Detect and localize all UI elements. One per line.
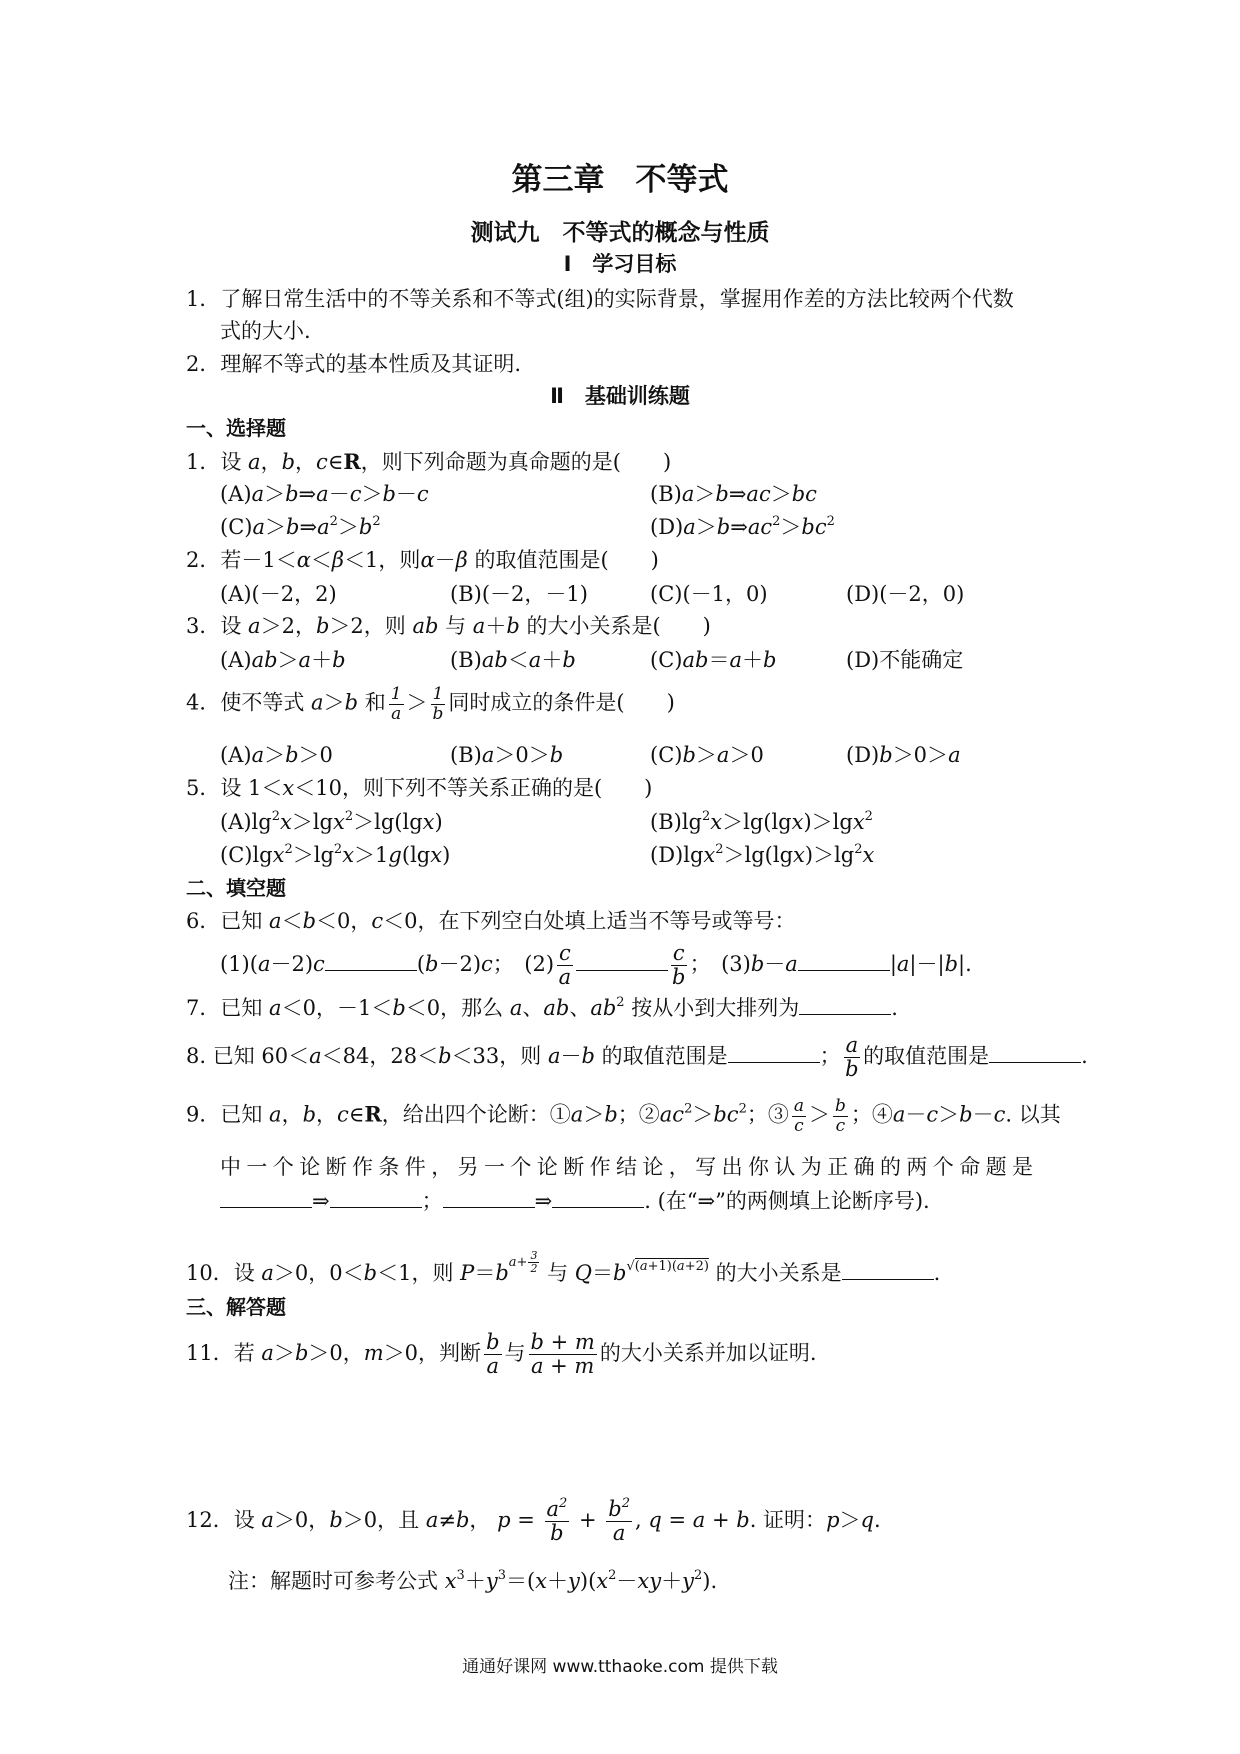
test-title: 测试九 不等式的概念与性质 <box>470 220 770 246</box>
option-3d: (D)不能确定 <box>846 648 964 672</box>
question-9: 9．已知 a，b，c∈R，给出四个论断：①a＞b；$②ac^2>bc^2$；③ $\frac{a}{c}$ ＞ $\frac{b}{c}$ ；④a－c＞b－c. 以其 <box>186 1096 1061 1136</box>
option-4a: (A)a＞b＞0 <box>220 743 333 767</box>
question-6-items: (1)(a－2)c (b－2)c； (2) $\frac{c}{a}$ $\frac{c}{b}$ ； (3)b－a |a|－|b|. <box>220 941 972 990</box>
section-title-objectives: Ⅰ 学习目标 <box>563 252 677 276</box>
answer-blank[interactable] <box>330 1189 422 1208</box>
answer-blank[interactable] <box>799 996 891 1015</box>
objective-1: 1．了解日常生活中的不等关系和不等式(组)的实际背景，掌握用作差的方法比较两个代数 <box>186 287 1014 311</box>
answer-blank[interactable] <box>443 1189 535 1208</box>
question-6: 6．已知 a＜b＜0，c＜0，在下列空白处填上适当不等号或等号： <box>186 909 796 933</box>
section-title-training: Ⅱ 基础训练题 <box>550 384 690 408</box>
option-3c: (C)ab＝a＋b <box>650 648 777 672</box>
answer-blank[interactable] <box>728 1044 820 1063</box>
question-2: 2．若－1＜α＜β＜1，则α－β 的取值范围是( ) <box>186 548 659 572</box>
question-9-line-2: 中一个论断作条件，另一个论断作结论，写出你认为正确的两个命题是 <box>220 1155 1039 1179</box>
option-5b: $(B)\lg^2x>\lg(\lg x)>\lg x^2$ <box>650 809 873 834</box>
answer-blank[interactable] <box>325 952 417 971</box>
part-title-choice: 一、选择题 <box>186 416 286 440</box>
chapter-title: 第三章 不等式 <box>511 162 729 198</box>
question-12-note: 注：解题时可参考公式 $x^3+y^3=(x+y)(x^2-xy+y^2)$. <box>228 1568 718 1593</box>
option-4d: (D)b＞0＞a <box>846 743 961 767</box>
part-title-solve: 三、解答题 <box>186 1295 286 1319</box>
option-2c: (C)(－1，0) <box>650 582 768 606</box>
question-8: 8. 已知 60＜a＜84，28＜b＜33，则 a－b 的取值范围是 ； $\frac{a}{b}$ 的取值范围是 . <box>186 1033 1088 1082</box>
option-5c: $(C)\lg x^2>\lg^2x>1g(\lg x)$ <box>220 842 451 867</box>
question-9-line-3: ⇒ ； ⇒ . (在“⇒”的两侧填上论断序号). <box>220 1189 930 1214</box>
option-1a: (A)a＞b⇒a－c＞b－c <box>220 482 429 506</box>
answer-blank[interactable] <box>989 1044 1081 1063</box>
option-5a: $(A)\lg^2x>\lg x^2>\lg(\lg x)$ <box>220 809 443 834</box>
question-3: 3．设 a＞2，b＞2，则 ab 与 a＋b 的大小关系是( ) <box>186 614 711 638</box>
objective-1-continued: 式的大小. <box>220 319 311 343</box>
option-4c: (C)b＞a＞0 <box>650 743 764 767</box>
question-11: 11．若 a＞b＞0，m＞0，判断 $\frac{b}{a}$ 与 $\frac{b + m}{a + m}$ 的大小关系并加以证明. <box>186 1330 817 1379</box>
question-7: 7．已知 a＜0，－1＜b＜0，那么 a、ab、$ab^2$ 按从小到大排列为 . <box>186 995 898 1020</box>
option-1c: $(C)a>b\Rightarrow a^2>b^2$ <box>220 514 381 539</box>
answer-blank[interactable] <box>842 1261 934 1280</box>
question-4: 4．使不等式 a＞b 和 $\frac{1}{a}$ ＞ $\frac{1}{b}$ 同时成立的条件是( ) <box>186 684 675 724</box>
option-1d: $(D)a>b\Rightarrow ac^2>bc^2$ <box>650 514 835 539</box>
option-1b: (B)a＞b⇒ac＞bc <box>650 482 817 506</box>
option-3a: (A)ab＞a＋b <box>220 648 346 672</box>
answer-blank[interactable] <box>576 952 668 971</box>
question-12: 12．设 a＞0，b＞0，且 a≠b， p = $\frac{a^2}{b}$ + $\frac{b^2}{a}$ , q = a + b. 证明：p＞q. <box>186 1496 881 1546</box>
question-10: 10．设 a＞0，0＜b＜1，则 $P=b^{a+ \frac{3}{2}}$ 与 $Q=b^{√(a+1)(a+2)}$ 的大小关系是 . <box>186 1249 941 1286</box>
option-3b: (B)ab＜a＋b <box>450 648 576 672</box>
option-4b: (B)a＞0＞b <box>450 743 564 767</box>
objective-2: 2．理解不等式的基本性质及其证明. <box>186 352 522 376</box>
answer-blank[interactable] <box>798 952 890 971</box>
option-2a: (A)(－2，2) <box>220 582 337 606</box>
option-5d: $(D)\lg x^2>\lg(\lg x)>\lg^2x$ <box>650 842 875 867</box>
question-5: 5．设 1＜x＜10，则下列不等关系正确的是( ) <box>186 776 653 800</box>
option-2d: (D)(－2，0) <box>846 582 965 606</box>
option-2b: (B)(－2，－1) <box>450 582 588 606</box>
answer-blank[interactable] <box>220 1189 312 1208</box>
footer-text: 通通好课网 www.tthaoke.com 提供下载 <box>462 1657 778 1677</box>
answer-blank[interactable] <box>552 1189 644 1208</box>
part-title-fill: 二、填空题 <box>186 876 286 900</box>
question-1: 1．设 a，b，c∈R，则下列命题为真命题的是( ) <box>186 449 672 474</box>
